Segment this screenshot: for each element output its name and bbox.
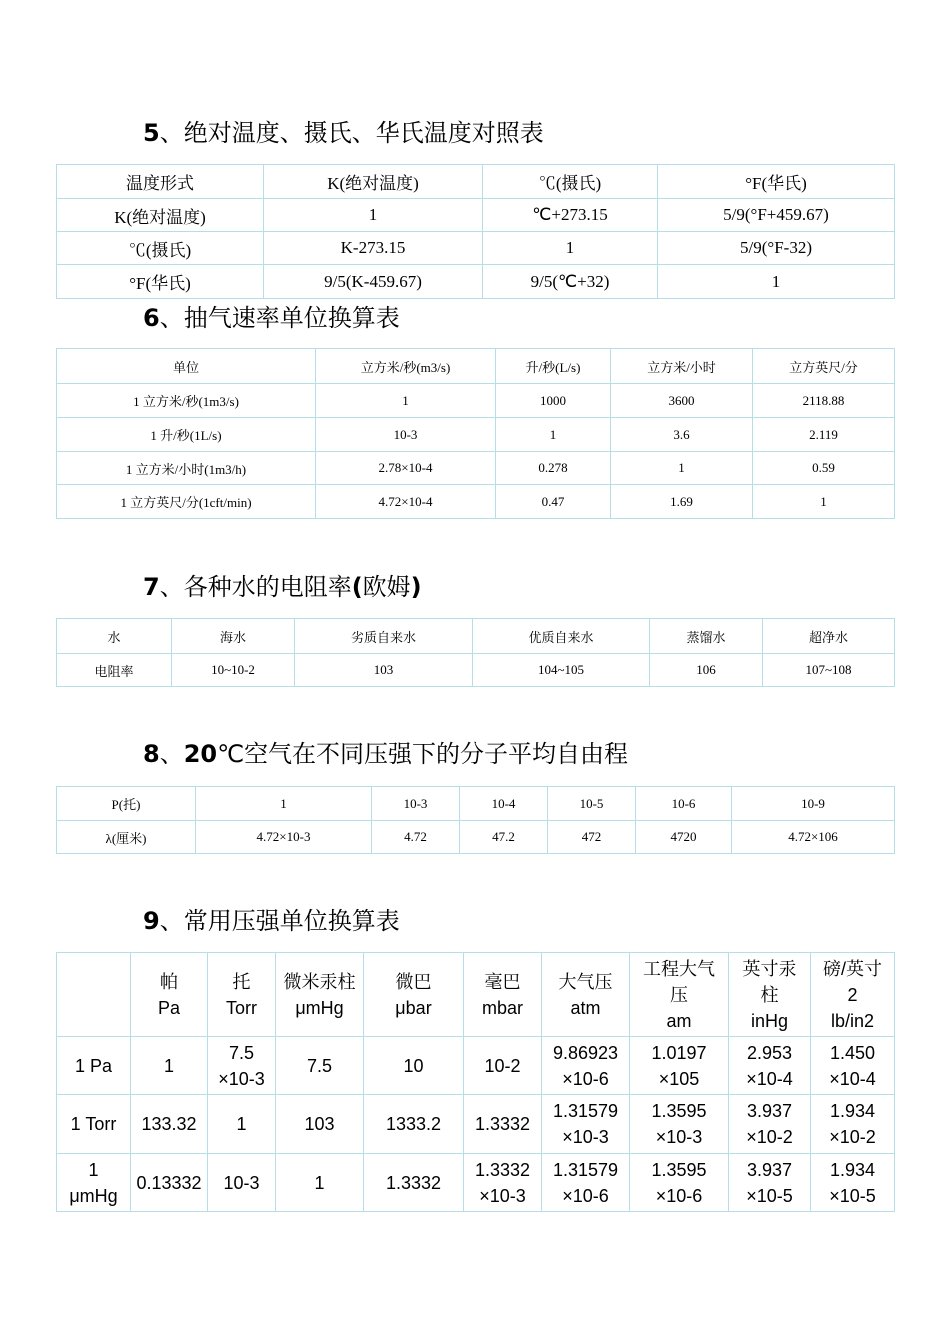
section-7-heading: 7、各种水的电阻率(欧姆)	[143, 573, 422, 601]
table-row	[57, 953, 895, 1037]
mean-free-path-table	[56, 786, 895, 854]
table-cell: ℃+273.15	[483, 199, 658, 232]
table-cell: ℃(摄氏)	[483, 165, 658, 199]
table-cell: 1.0197 ×105	[630, 1037, 729, 1095]
table-cell: 1 Torr	[57, 1095, 131, 1154]
table-cell: 47.2	[460, 821, 548, 854]
table-cell: 1 立方米/秒(1m3/s)	[57, 384, 316, 418]
table-cell: 1	[264, 199, 483, 232]
table-cell: 托 Torr	[208, 953, 276, 1037]
table-cell: 1	[753, 485, 895, 519]
section-8-heading: 8、20℃空气在不同压强下的分子平均自由程	[143, 740, 629, 768]
table-cell: 升/秒(L/s)	[496, 349, 611, 384]
table-cell: 1	[658, 265, 895, 299]
table-cell: 立方米/秒(m3/s)	[316, 349, 496, 384]
table-cell: 1.69	[611, 485, 753, 519]
section-6-heading: 6、抽气速率单位换算表	[143, 304, 400, 332]
table-cell: 1.31579 ×10-6	[542, 1154, 630, 1212]
table-cell: 9.86923 ×10-6	[542, 1037, 630, 1095]
table-cell: 10-4	[460, 787, 548, 821]
table-cell: 微巴 μbar	[364, 953, 464, 1037]
table-cell: 2.78×10-4	[316, 452, 496, 485]
table-cell: 大气压 atm	[542, 953, 630, 1037]
table-cell: K-273.15	[264, 232, 483, 265]
table-cell: 10-6	[636, 787, 732, 821]
table-cell: 3.937 ×10-2	[729, 1095, 811, 1154]
table-cell: 1	[196, 787, 372, 821]
table-cell: 0.13332	[131, 1154, 208, 1212]
table-row	[57, 485, 895, 519]
table-cell: 103	[276, 1095, 364, 1154]
table-cell: 1000	[496, 384, 611, 418]
table-cell: ℃(摄氏)	[57, 232, 264, 265]
table-row	[57, 787, 895, 821]
table-cell: 1.450 ×10-4	[811, 1037, 895, 1095]
section-9-heading: 9、常用压强单位换算表	[143, 907, 400, 935]
table-cell: °F(华氏)	[57, 265, 264, 299]
table-cell: 5/9(°F-32)	[658, 232, 895, 265]
table-cell: 立方米/小时	[611, 349, 753, 384]
table-cell: 1.3332	[364, 1154, 464, 1212]
table-cell: 1	[276, 1154, 364, 1212]
table-cell: 10-9	[732, 787, 895, 821]
table-cell: 0.59	[753, 452, 895, 485]
table-row	[57, 165, 895, 199]
table-cell: 3.6	[611, 418, 753, 452]
table-cell: 帕 Pa	[131, 953, 208, 1037]
table-cell: 10-5	[548, 787, 636, 821]
table-cell: 1333.2	[364, 1095, 464, 1154]
table-cell: 104~105	[473, 654, 650, 687]
table-cell: 4.72	[372, 821, 460, 854]
table-cell: 107~108	[763, 654, 895, 687]
table-cell: λ(厘米)	[57, 821, 196, 854]
table-cell: 1.3595 ×10-6	[630, 1154, 729, 1212]
table-row	[57, 232, 895, 265]
table-cell: 10	[364, 1037, 464, 1095]
table-cell: 9/5(K-459.67)	[264, 265, 483, 299]
table-cell: 1 立方米/小时(1m3/h)	[57, 452, 316, 485]
table-row	[57, 654, 895, 687]
table-cell: K(绝对温度)	[264, 165, 483, 199]
section-5-heading: 5、绝对温度、摄氏、华氏温度对照表	[143, 119, 544, 147]
table-cell: 1 Pa	[57, 1037, 131, 1095]
table-cell: 2.953 ×10-4	[729, 1037, 811, 1095]
table-cell: 3.937 ×10-5	[729, 1154, 811, 1212]
table-cell: 10-3	[372, 787, 460, 821]
table-cell: 立方英尺/分	[753, 349, 895, 384]
table-row	[57, 1037, 895, 1095]
table-cell: 海水	[172, 619, 295, 654]
table-row	[57, 384, 895, 418]
table-cell: 472	[548, 821, 636, 854]
table-cell: 7.5 ×10-3	[208, 1037, 276, 1095]
table-row	[57, 452, 895, 485]
table-cell: P(托)	[57, 787, 196, 821]
table-cell: 1	[483, 232, 658, 265]
table-row	[57, 199, 895, 232]
table-cell: K(绝对温度)	[57, 199, 264, 232]
table-row	[57, 418, 895, 452]
table-cell: 7.5	[276, 1037, 364, 1095]
table-cell: °F(华氏)	[658, 165, 895, 199]
table-row	[57, 619, 895, 654]
table-cell: 工程大气 压 am	[630, 953, 729, 1037]
table-cell: 英寸汞 柱 inHg	[729, 953, 811, 1037]
table-cell: 10-3	[316, 418, 496, 452]
table-cell: 4720	[636, 821, 732, 854]
table-cell: 1.934 ×10-5	[811, 1154, 895, 1212]
table-row	[57, 1095, 895, 1154]
table-cell: 蒸馏水	[650, 619, 763, 654]
table-cell: 4.72×10-4	[316, 485, 496, 519]
table-cell: 微米汞柱 μmHg	[276, 953, 364, 1037]
table-cell: 1	[611, 452, 753, 485]
table-row	[57, 265, 895, 299]
table-cell: 水	[57, 619, 172, 654]
water-resistivity-table	[56, 618, 895, 687]
table-cell: 2.119	[753, 418, 895, 452]
table-cell: 温度形式	[57, 165, 264, 199]
table-cell: 1 μmHg	[57, 1154, 131, 1212]
table-cell: 9/5(℃+32)	[483, 265, 658, 299]
table-cell: 1.934 ×10-2	[811, 1095, 895, 1154]
table-cell: 电阻率	[57, 654, 172, 687]
table-cell: 1 升/秒(1L/s)	[57, 418, 316, 452]
table-cell: 1.31579 ×10-3	[542, 1095, 630, 1154]
table-cell: 4.72×106	[732, 821, 895, 854]
temperature-table	[56, 164, 895, 299]
table-cell	[57, 953, 131, 1037]
table-cell: 1	[496, 418, 611, 452]
table-row	[57, 821, 895, 854]
table-cell: 4.72×10-3	[196, 821, 372, 854]
pressure-unit-table	[56, 952, 895, 1212]
table-cell: 10-3	[208, 1154, 276, 1212]
table-cell: 1 立方英尺/分(1cft/min)	[57, 485, 316, 519]
table-cell: 10~10-2	[172, 654, 295, 687]
table-cell: 1.3332 ×10-3	[464, 1154, 542, 1212]
table-cell: 单位	[57, 349, 316, 384]
table-cell: 优质自来水	[473, 619, 650, 654]
table-cell: 2118.88	[753, 384, 895, 418]
table-cell: 10-2	[464, 1037, 542, 1095]
table-cell: 1	[316, 384, 496, 418]
table-cell: 1	[208, 1095, 276, 1154]
table-cell: 106	[650, 654, 763, 687]
table-row	[57, 1154, 895, 1212]
table-cell: 超净水	[763, 619, 895, 654]
table-row	[57, 349, 895, 384]
table-cell: 103	[295, 654, 473, 687]
table-cell: 1.3332	[464, 1095, 542, 1154]
table-cell: 133.32	[131, 1095, 208, 1154]
table-cell: 5/9(°F+459.67)	[658, 199, 895, 232]
table-cell: 1.3595 ×10-3	[630, 1095, 729, 1154]
table-cell: 0.278	[496, 452, 611, 485]
table-cell: 3600	[611, 384, 753, 418]
table-cell: 毫巴 mbar	[464, 953, 542, 1037]
table-cell: 磅/英寸 2 lb/in2	[811, 953, 895, 1037]
table-cell: 1	[131, 1037, 208, 1095]
table-cell: 劣质自来水	[295, 619, 473, 654]
pumping-speed-table	[56, 348, 895, 519]
table-cell: 0.47	[496, 485, 611, 519]
